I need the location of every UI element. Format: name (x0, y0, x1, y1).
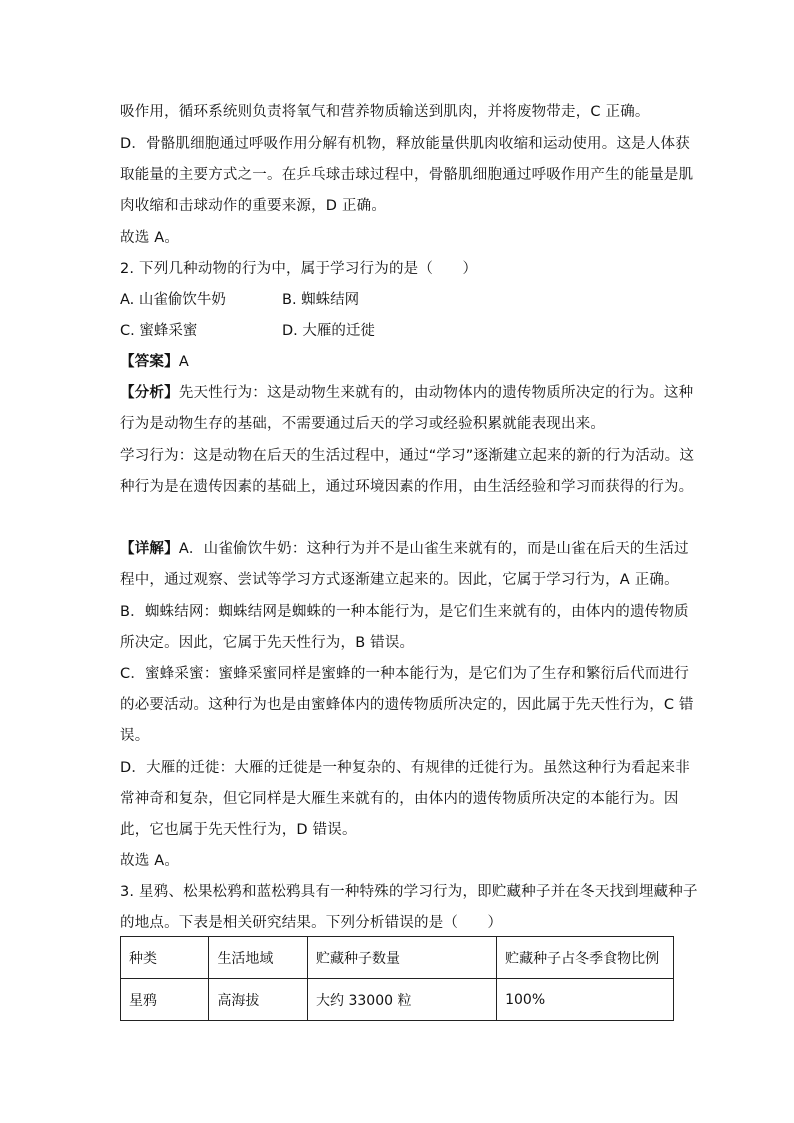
table-cell: 大约 33000 粒 (308, 979, 497, 1021)
table-row (121, 979, 674, 1021)
question-3-stem: 3. 星鸦、松果松鸦和蓝松鸦具有一种特殊的学习行为，即贮藏种子并在冬天找到埋藏种子 (120, 884, 698, 900)
analysis-line (120, 383, 693, 403)
question-2-stem: 2. 下列几种动物的行为中，属于学习行为的是（ ） (120, 261, 478, 277)
detail-text: A．山雀偷饮牛奶：这种行为并不是山雀生来就有的，而是山雀在后天的生活过 (178, 541, 689, 557)
question-3-stem: 的地点。下表是相关研究结果。下列分析错误的是（ ） (120, 915, 503, 931)
table-cell: 100% (497, 979, 674, 1021)
option-c: C. 蜜蜂采蜜 (120, 323, 198, 339)
detail-line: 所决定。因此，它属于先天性行为，B 错误。 (120, 635, 415, 651)
paragraph-line: 吸作用，循环系统则负责将氧气和营养物质输送到肌肉，并将废物带走，C 正确。 (120, 104, 650, 120)
detail-line: 的必要活动。这种行为也是由蜜蜂体内的遗传物质所决定的，因此属于先天性行为，C 错 (120, 697, 694, 713)
table-header-cell: 生活地域 (209, 937, 308, 979)
research-table (120, 936, 674, 1021)
table-header-cell: 贮藏种子占冬季食物比例 (497, 937, 674, 979)
answer-value: A (178, 354, 189, 370)
option-b: B. 蜘蛛结网 (282, 292, 360, 308)
option-d: D. 大雁的迁徙 (282, 323, 375, 339)
detail-label: 【详解】 (120, 541, 179, 557)
table-header-cell: 种类 (121, 937, 209, 979)
answer-label: 【答案】 (120, 354, 179, 370)
detail-line: C．蜜蜂采蜜：蜜蜂采蜜同样是蜜蜂的一种本能行为，是它们为了生存和繁衍后代而进行 (120, 666, 689, 682)
analysis-label: 【分析】 (120, 385, 179, 401)
detail-line: B．蜘蛛结网：蜘蛛结网是蜘蛛的一种本能行为，是它们生来就有的，由体内的遗传物质 (120, 604, 689, 620)
detail-line: 常神奇和复杂，但它同样是大雁生来就有的，由体内的遗传物质所决定的本能行为。因 (120, 791, 679, 807)
analysis-text: 先天性行为：这是动物生来就有的，由动物体内的遗传物质所决定的行为。这种 (178, 385, 694, 401)
detail-line (120, 539, 689, 559)
detail-line: 程中，通过观察、尝试等学习方式逐渐建立起来的。因此，它属于学习行为，A 正确。 (120, 572, 679, 588)
analysis-line: 学习行为：这是动物在后天的生活过程中，通过“学习”逐渐建立起来的新的行为活动。这 (120, 448, 695, 464)
analysis-line: 种行为是在遗传因素的基础上，通过环境因素的作用，由生活经验和学习而获得的行为。 (120, 479, 694, 495)
option-a: A. 山雀偷饮牛奶 (120, 292, 226, 308)
analysis-line: 行为是动物生存的基础，不需要通过后天的学习或经验积累就能表现出来。 (120, 416, 606, 432)
table-cell: 星鸦 (121, 979, 209, 1021)
detail-line: D．大雁的迁徙：大雁的迁徙是一种复杂的、有规律的迁徙行为。虽然这种行为看起来非 (120, 760, 690, 776)
table-cell: 高海拔 (209, 979, 308, 1021)
paragraph-line: 肉收缩和击球动作的重要来源，D 正确。 (120, 198, 387, 214)
detail-line: 误。 (120, 728, 150, 744)
table-header-cell: 贮藏种子数量 (308, 937, 497, 979)
answer-line (120, 352, 189, 372)
paragraph-line: D．骨骼肌细胞通过呼吸作用分解有机物，释放能量供肌肉收缩和运动使用。这是人体获 (120, 136, 690, 152)
table-header-row (121, 937, 674, 979)
conclusion-line: 故选 A。 (120, 853, 180, 869)
conclusion-line: 故选 A。 (120, 230, 180, 246)
detail-line: 此，它也属于先天性行为，D 错误。 (120, 822, 357, 838)
paragraph-line: 取能量的主要方式之一。在乒乓球击球过程中，骨骼肌细胞通过呼吸作用产生的能量是肌 (120, 167, 694, 183)
